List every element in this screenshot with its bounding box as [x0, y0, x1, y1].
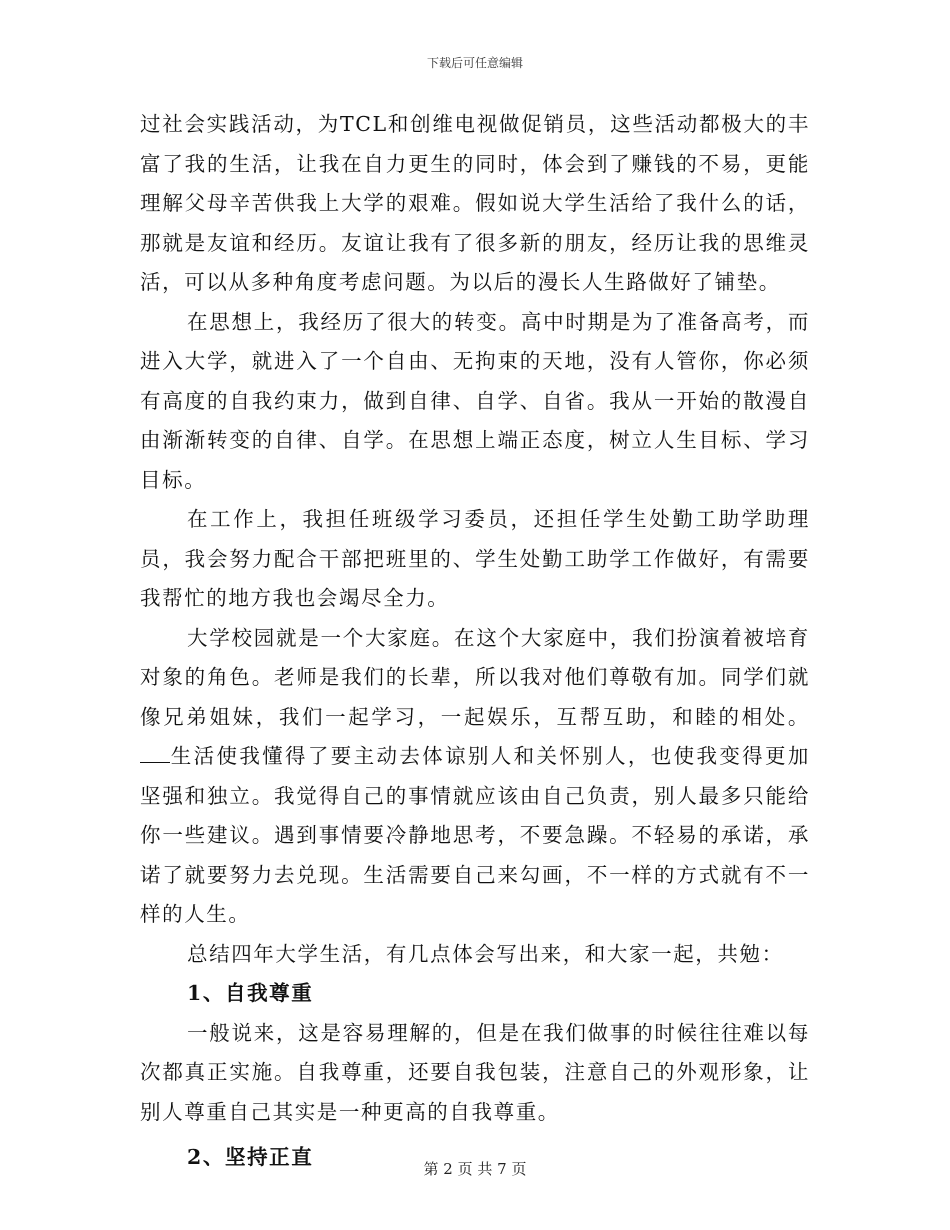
campus-family-text-1: 大学校园就是一个大家庭。在这个大家庭中，我们扮演着被培育对象的角色。老师是我们的长辈，所以我对他们尊敬有加。同学们就像兄弟姐妹，我们一起学习，一起娱乐，互帮互助，和睦的相处。 [140, 625, 810, 729]
header-note: 下载后可任意编辑 [426, 56, 523, 70]
paragraph-summary-intro: 总结四年大学生活，有几点体会写出来，和大家一起，共勉： [187, 941, 784, 966]
document-body [140, 105, 810, 1178]
heading-self-respect: 1、自我尊重 [187, 981, 314, 1005]
paragraph-thought: 在思想上，我经历了很大的转变。高中时期是为了准备高考，而进入大学，就进入了一个自由、无拘束的天地，没有人管你，你必须有高度的自我约束力，做到自律、自学、自省。我从一开始的散漫自由渐渐转变的自律、自学。在思想上端正态度，树立人生目标、学习目标。 [140, 309, 810, 492]
heading-integrity: 2、坚持正直 [187, 1145, 314, 1169]
paragraph-social-practice: 过社会实践活动，为TCL和创维电视做促销员，这些活动都极大的丰富了我的生活，让我在自力更生的同时，体会到了赚钱的不易，更能理解父母辛苦供我上大学的艰难。假如说大学生活给了我什么的话，那就是友谊和经历。友谊让我有了很多新的朋友，经历让我的思维灵活，可以从多种角度考虑问题。为以后的漫长人生路做好了铺垫。 [140, 112, 810, 294]
fill-in-blank [140, 748, 170, 763]
paragraph-self-respect: 一般说来，这是容易理解的，但是在我们做事的时候往往难以每次都真正实施。自我尊重，还要自我包装，注意自己的外观形象，让别人尊重自己其实是一种更高的自我尊重。 [140, 1020, 810, 1124]
paragraph-campus-family [140, 619, 810, 935]
page-number: 第 2 页 共 7 页 [423, 1160, 527, 1178]
campus-family-text-2: 生活使我懂得了要主动去体谅别人和关怀别人，也使我变得更加坚强和独立。我觉得自己的事情就应该由自己负责，别人最多只能给你一些建议。遇到事情要冷静地思考，不要急躁。不轻易的承诺，承诺了就要努力去兑现。生活需要自己来勾画，不一样的方式就有不一样的人生。 [140, 744, 810, 926]
paragraph-work: 在工作上，我担任班级学习委员，还担任学生处勤工助学助理员，我会努力配合干部把班里的、学生处勤工助学工作做好，有需要我帮忙的地方我也会竭尽全力。 [140, 507, 810, 610]
